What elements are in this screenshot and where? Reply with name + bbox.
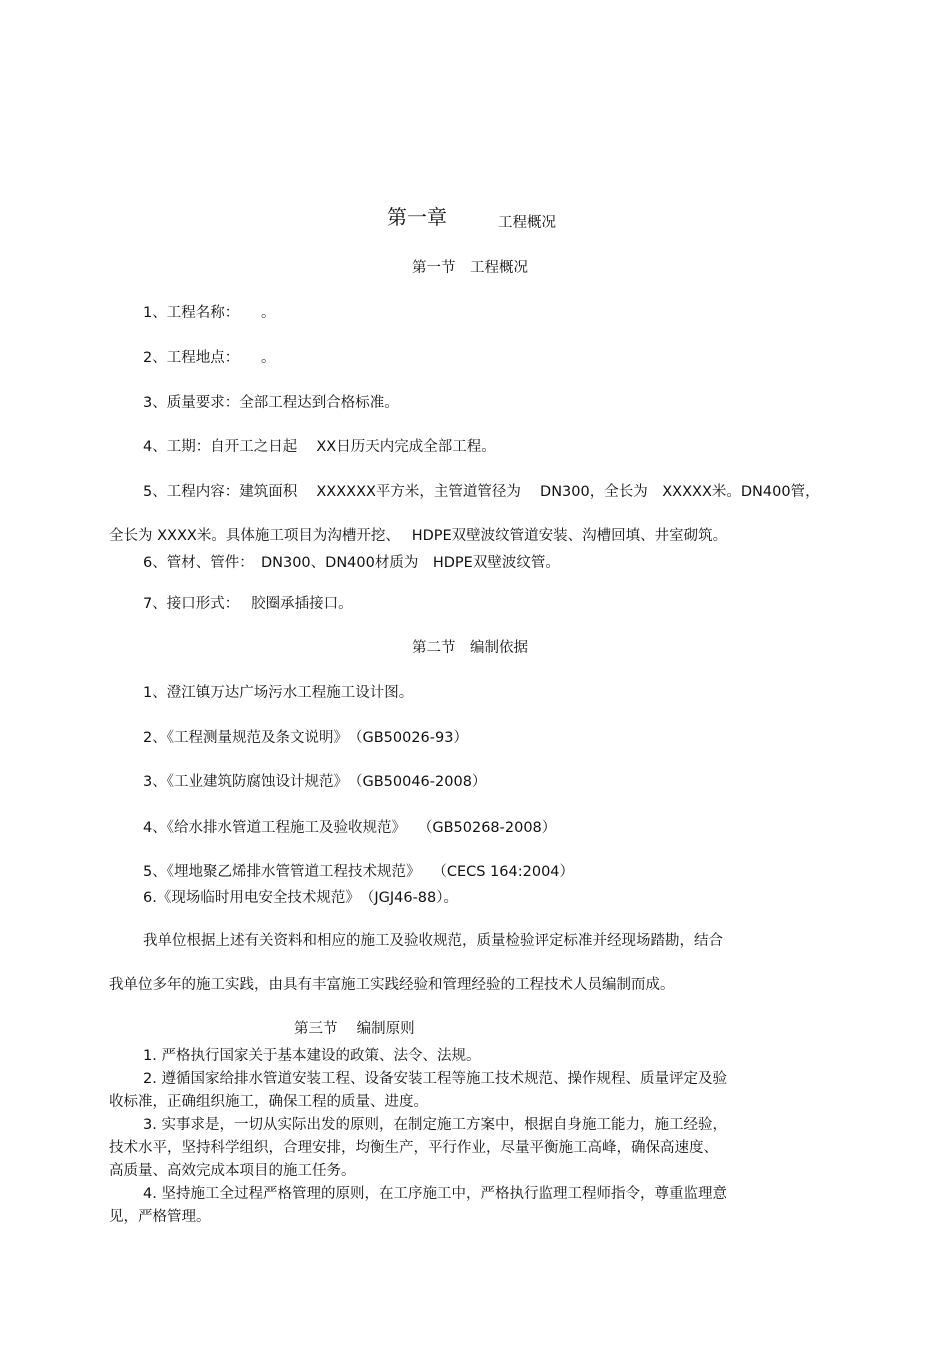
list-item-continuation: 见，严格管理。 [109,1209,211,1225]
list-item: 5、《埋地聚乙烯排水管管道工程技术规范》 （CECS 164:2004） [143,864,575,880]
list-item: 1、工程名称： 。 [143,305,276,321]
list-item: 2. 遵循国家给排水管道安装工程、设备安装工程等施工技术规范、操作规程、质量评定及验 [143,1071,727,1087]
list-item-continuation: 收标准，正确组织施工，确保工程的质量、进度。 [109,1094,428,1110]
paragraph-line: 我单位根据上述有关资料和相应的施工及验收规范，质量检验评定标准并经现场踏勘，结合 [143,933,723,949]
list-item: 1、澄江镇万达广场污水工程施工设计图。 [143,685,414,701]
paragraph-line: 我单位多年的施工实践，由具有丰富施工实践经验和管理经验的工程技术人员编制而成。 [109,977,675,993]
list-item: 6、管材、管件： DN300、DN400材质为 HDPE双壁波纹管。 [143,555,560,571]
list-item: 2、《工程测量规范及条文说明》 （GB50026-93） [143,730,468,746]
list-item: 4、《给水排水管道工程施工及验收规范》 （GB50268-2008） [143,820,557,836]
list-item-continuation: 技术水平，坚持科学组织，合理安排，均衡生产，平行作业，尽量平衡施工高峰，确保高速度、 [109,1140,718,1156]
list-item-continuation: 全长为 XXXX米。具体施工项目为沟槽开挖、 HDPE双壁波纹管道安装、沟槽回填、井室砌筑。 [109,528,728,544]
list-item: 3、《工业建筑防腐蚀设计规范》 （GB50046-2008） [143,774,487,790]
list-item: 2、工程地点： 。 [143,350,276,366]
chapter-number: 第一章 [387,205,447,229]
section-heading: 第二节 编制依据 [412,640,528,656]
list-item: 5、工程内容：建筑面积 XXXXXX平方米，主管道管径为 DN300，全长为 XXXXX米。DN400管， [143,484,820,500]
list-item: 3、质量要求：全部工程达到合格标准。 [143,395,399,411]
list-item: 7、接口形式： 胶圈承插接口。 [143,596,353,612]
list-item: 1. 严格执行国家关于基本建设的政策、法令、法规。 [143,1048,481,1064]
list-item: 3. 实事求是，一切从实际出发的原则，在制定施工方案中，根据自身施工能力，施工经验， [143,1117,727,1133]
list-item: 6.《现场临时用电安全技术规范》 （JGJ46-88）。 [143,890,459,906]
section-heading: 第一节 工程概况 [412,260,528,276]
list-item: 4、工期：自开工之日起 XX日历天内完成全部工程。 [143,439,496,455]
section-heading: 第三节 编制原则 [294,1021,415,1037]
list-item: 4. 坚持施工全过程严格管理的原则，在工序施工中，严格执行监理工程师指令，尊重监理意 [143,1186,727,1202]
chapter-title: 工程概况 [498,215,556,231]
list-item-continuation: 高质量、高效完成本项目的施工任务。 [109,1163,356,1179]
